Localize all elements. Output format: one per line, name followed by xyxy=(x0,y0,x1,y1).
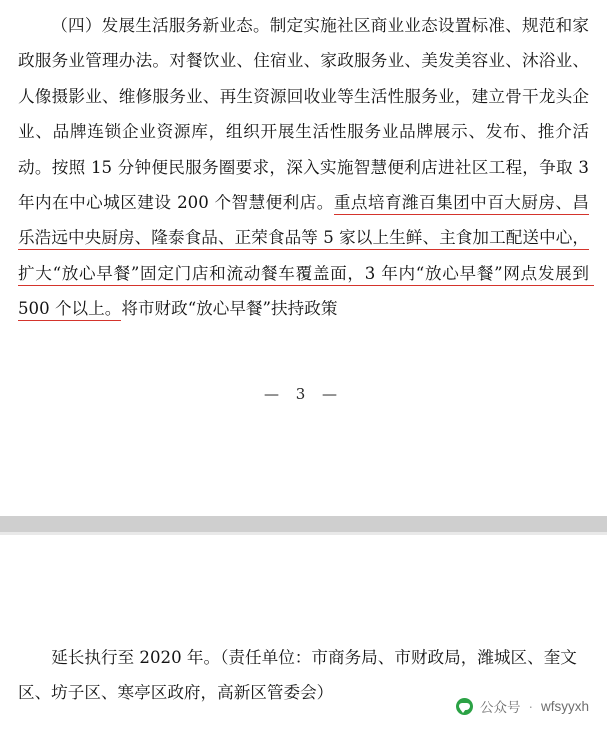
paragraph-one-lead: （四）发展生活服务新业态。制定实施社区商业业态设置标准、规范和家政服务业管理办法。对餐饮业、住宿业、家政服务业、美发美容业、沐浴业、人像摄影业、维修服务业、再生资源回收业等生活性服务业，建立骨干龙头企业、品牌连锁企业资源库，组织开展生活性服务业品牌展示、发布、推介活动。按照 15 分钟便民服务圈要求，深入实施智慧便利店进社区工程，争取 3 年内在中心城区建设 200 个智慧便利店。 xyxy=(18,16,595,213)
paragraph-one xyxy=(18,8,595,327)
paragraph-two: 延长执行至 2020 年。（责任单位：市商务局、市财政局，潍城区、奎文区、坊子区、寒亭区政府，高新区管委会） xyxy=(18,648,577,703)
page-number: — 3 — xyxy=(263,385,344,403)
wechat-icon xyxy=(456,698,473,715)
document-text-block-top xyxy=(0,0,607,327)
page-separator-shadow xyxy=(0,532,607,535)
page-separator-band xyxy=(0,516,607,532)
watermark-badge xyxy=(452,694,593,718)
paragraph-one-red-underlined-text: 重点培育潍百集团中百大厨房、昌乐浩远中央厨房、隆泰食品、正荣食品等 5 家以上生鲜、主食加工配送中心，扩大“放心早餐”固定门店和流动餐车覆盖面，3 年内“放心早餐”网点发展到 500 个以上。 xyxy=(18,193,594,321)
watermark-label: 公众号 xyxy=(479,700,521,715)
paragraph-one-tail: 将市财政“放心早餐”扶持政策 xyxy=(121,299,338,319)
watermark-separator: · xyxy=(528,698,533,714)
watermark-handle: wfsyyxh xyxy=(540,698,589,714)
